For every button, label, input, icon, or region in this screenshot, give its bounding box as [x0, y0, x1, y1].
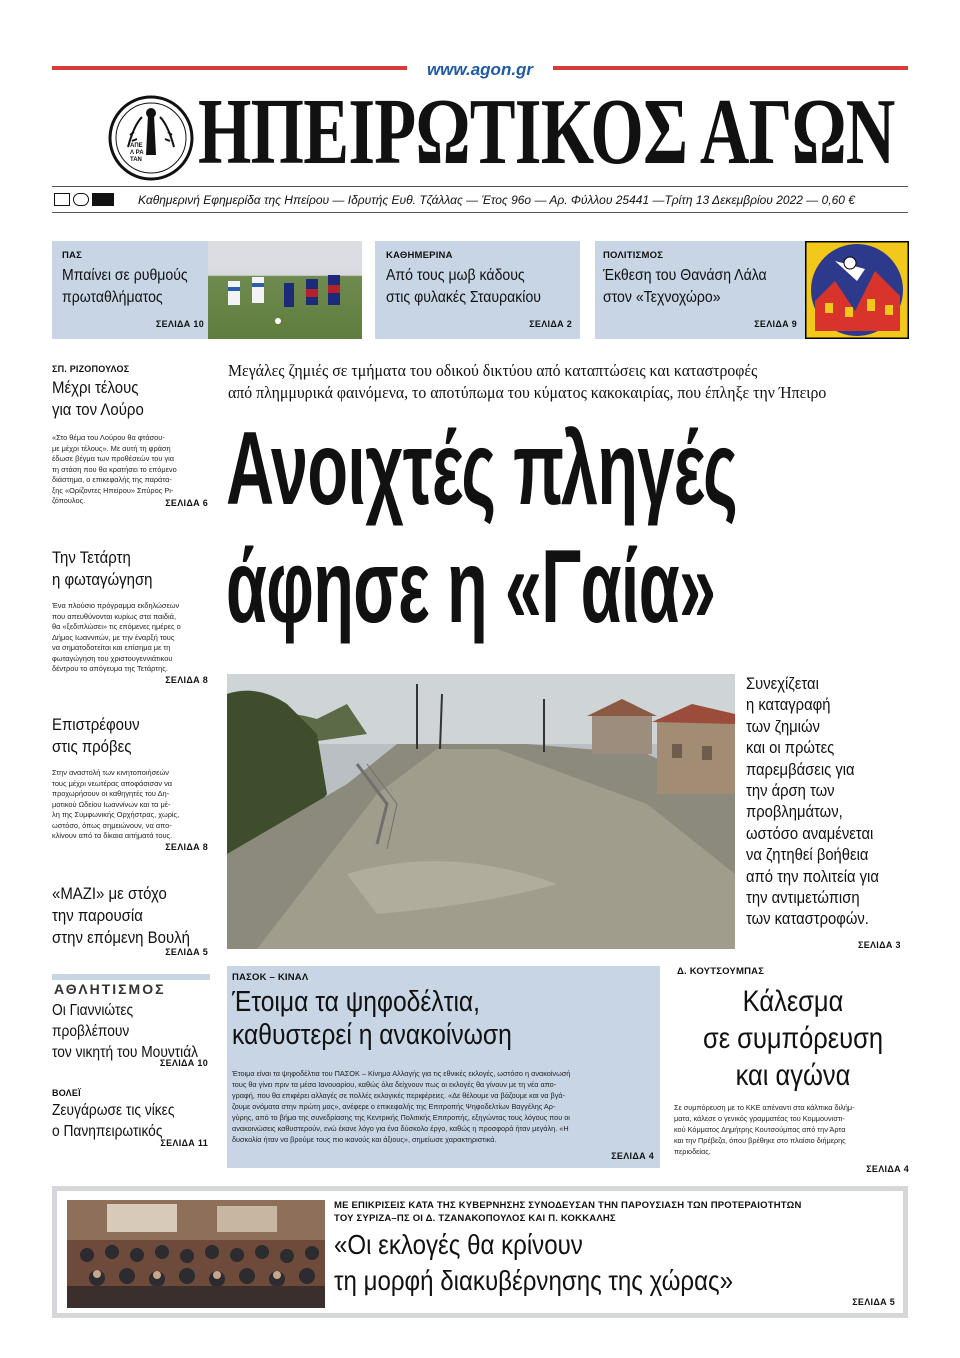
bottom-story[interactable]	[52, 1186, 908, 1318]
football-photo	[208, 241, 362, 339]
story-page: ΣΕΛΙΔΑ 4	[866, 1164, 909, 1174]
teaser-pas[interactable]	[52, 241, 208, 339]
teaser-page: ΣΕΛΙΔΑ 9	[754, 319, 797, 329]
lead-page: ΣΕΛΙΔΑ 3	[858, 940, 901, 950]
story-kicker: ΠΑΣΟΚ – ΚΙΝΑΛ	[232, 972, 309, 983]
story-title: «ΜΑΖΙ» με στόχο την παρουσία στην επόμενη Βουλή	[52, 884, 190, 947]
teaser-kicker: ΠΟΛΙΤΙΣΜΟΣ	[603, 250, 664, 261]
story-kicker: Δ. ΚΟΥΤΣΟΥΜΠΑΣ	[677, 966, 765, 977]
top-rule-left	[52, 66, 407, 70]
story-kicker: ΜΕ ΕΠΙΚΡΙΣΕΙΣ ΚΑΤΑ ΤΗΣ ΚΥΒΕΡΝΗΣΗΣ ΣΥΝΟΔΕΥΣΑΝ ΤΗΝ ΠΑΡΟΥΣΙΑΣΗ ΤΩΝ ΠΡΟΤΕΡΑΙΟΤΗΤΩΝ ΤΟΥ ΣΥΡΙΖΑ–ΠΣ ΟΙ Δ. ΤΖΑΝΑΚΟΠΟΥΛΟΣ ΚΑΙ Π. ΚΟΚΚΑΛΗΣ	[334, 1200, 802, 1224]
pasok-story[interactable]	[227, 966, 660, 1168]
site-url[interactable]: www.agon.gr	[426, 60, 534, 79]
story-body: Σε συμπόρευση με το ΚΚΕ απέναντι στα κάλπικα διλήμ- ματα, κάλεσε ο γενικός γραμματέας του Κομμουνιστι- κού Κόμματος Δημήτρης Κουτσούμπας από την Άρτα και την Πρέβεζα, όπου βρέθηκε στο πλαίσιο διήμερης περιοδείας.	[674, 1103, 855, 1156]
dateline: Καθημερινή Εφημερίδα της Ηπείρου — Ιδρυτής Ευθ. Τζάλλας — Έτος 96ο — Αρ. Φύλλου 25441 —Τρίτη 13 Δεκεμβρίου 2022 — 0,60 €	[138, 193, 855, 207]
kke-story[interactable]	[674, 966, 909, 1176]
left-story-4[interactable]	[52, 883, 208, 957]
dateline-rule-top	[52, 186, 908, 187]
story-page: ΣΕΛΙΔΑ 8	[165, 841, 208, 852]
story-title: Ζευγάρωσε τις νίκες ο Πανηπειρωτικός	[52, 1102, 175, 1140]
lead-headline[interactable]: Ανοιχτές πληγές άφησε η «Γαία»	[226, 411, 738, 645]
teaser-page: ΣΕΛΙΔΑ 10	[155, 319, 204, 329]
story-page: ΣΕΛΙΔΑ 4	[611, 1151, 654, 1161]
teaser-title: Έκθεση του Θανάση Λάλα στον «Τεχνοχώρο»	[603, 267, 767, 306]
teaser-kicker: ΠΑΣ	[62, 250, 83, 261]
story-body: Έτοιμα είναι τα ψηφοδέλτια του ΠΑΣΟΚ – Κίνημα Αλλαγής για τις εθνικές εκλογές, ωστόσο η ανακοίνωσή τους θα γίνει πριν τα μέσα Ιανουαρίου, καθώς όλα δείχνουν πως οι εκλογές θα γίνουν με τη νέα απο- γραφή, που θα επιφέρει αλλαγές σε πολλές εκλογικές περιφέρειες. «Δε θέλουμε να βάζουμε και να βγά- ζουμε ονόματα στην πρώτη μας», ανέφερε ο επικεφαλής της Επιτροπής Ψηφοδελτίων Βαγγέλης Αρ- γύρης, από το βήμα της συνεδρίασης της Κεντρικής Πολιτικής Επιτροπής, εξηγώντας τους λόγους που οι ανακοινώσεις καθυστερούν, ενώ έκανε λόγο για ένα δύσκολο έργο, καθώς η προσφορά ήταν μεγάλη. «Η δυσκολία ήταν να βρούμε τους πιο ικανούς και άξιους», σημείωσε χαρακτηριστικά.	[232, 1069, 571, 1144]
artwork-photo	[805, 241, 909, 339]
seal-text: ΑΠΕΛ ΡΑΤΑΝ	[130, 143, 144, 163]
teaser-politismos[interactable]	[595, 241, 805, 339]
left-story-3[interactable]	[52, 714, 208, 852]
teaser-kathimerina[interactable]	[375, 241, 580, 339]
story-page: ΣΕΛΙΔΑ 8	[165, 674, 208, 685]
event-photo	[67, 1200, 325, 1308]
story-page: ΣΕΛΙΔΑ 5	[852, 1297, 895, 1307]
story-title: Επιστρέφουν στις πρόβες	[52, 715, 140, 756]
story-body: Στην αναστολή των κινητοποιήσεών τους μέχρι νεωτέρας αποφάσισαν να προχωρήσουν οι καθηγητές του Δη- μοτικού Ωδείου Ιωαννίνων και τα μέ- λη της Συμφωνικής Ορχήστρας, χωρίς, ωστόσο, όπως σημειώνουν, να απο- κλίνουν από τα δίκαια αιτήματά τους.	[52, 768, 180, 840]
teaser-title: Από τους μωβ κάδους στις φυλακές Σταυρακίου	[386, 267, 541, 306]
lead-subhead: Μεγάλες ζημιές σε τμήματα του οδικού δικτύου από καταπτώσεις και καταστροφές από πλημμυρικά φαινόμενα, το αποτύπωμα του κύματος κακοκαιρίας, που έπληξε την Ήπειρο	[228, 361, 827, 402]
story-title: Την Τετάρτη η φωταγώγηση	[52, 548, 153, 589]
story-title: Μέχρι τέλους για τον Λούρο	[52, 378, 144, 419]
seal-logo	[108, 95, 194, 181]
story-page: ΣΕΛΙΔΑ 11	[160, 1138, 208, 1148]
story-body: Ένα πλούσιο πρόγραμμα εκδηλώσεων που απευθύνονται κυρίως στα παιδιά, θα «ξεδιπλώσει» τις επόμενες ημέρες ο Δήμος Ιωαννιτών, με την έναρξή τους να σηματοδοτείται και επίσημα με τη φωταγώγηση του χριστουγεννιάτικου δέντρου το απόγευμα της Τετάρτης.	[52, 601, 181, 673]
story-page: ΣΕΛΙΔΑ 5	[165, 947, 208, 957]
story-title: Κάλεσμα σε συμπόρευση και αγώνα	[702, 985, 884, 1092]
teaser-kicker: ΚΑΘΗΜΕΡΙΝΑ	[386, 250, 453, 261]
story-page: ΣΕΛΙΔΑ 10	[159, 1058, 208, 1068]
story-body: «Στο θέμα του Λούρου θα φτάσου- με μέχρι τέλους». Με αυτή τη φράση έδωσε βέγμα των προθέσεών του για τη στάση που θα κρατήσει το επόμενο διάστημα, ο επικεφαλής της παράτα- ξης «Ορίζοντες Ηπείρου» Σπύρος Ρι- ζόπουλος.	[52, 433, 177, 505]
story-quote: «Οι εκλογές θα κρίνουν τη μορφή διακυβέρνησης της χώρας»	[334, 1229, 734, 1296]
sports-story-1[interactable]	[52, 1000, 208, 1068]
sports-section: ΑΘΛΗΤΙΣΜΟΣ	[54, 981, 166, 997]
teaser-page: ΣΕΛΙΔΑ 2	[529, 319, 572, 329]
lead-body: Συνεχίζεται η καταγραφή των ζημιών και οι πρώτες παρεμβάσεις για την άρση των προβλημάτων, ωστόσο αναμένεται να ζητηθεί βοήθεια από την πολιτεία για την αντιμετώπιση των καταστροφών.	[746, 674, 879, 929]
flood-photo	[227, 674, 735, 949]
masthead-title: ΗΠΕΙΡΩΤΙΚΟΣ ΑΓΩΝ	[198, 80, 895, 184]
left-story-2[interactable]	[52, 547, 208, 685]
top-rule-right	[553, 66, 908, 70]
story-title: Έτοιμα τα ψηφοδέλτια, καθυστερεί η ανακοίνωση	[232, 986, 512, 1051]
story-kicker: ΣΠ. ΡΙΖΟΠΟΥΛΟΣ	[52, 364, 130, 374]
teaser-title: Μπαίνει σε ρυθμούς πρωταθλήματος	[62, 267, 188, 306]
left-story-1[interactable]	[52, 364, 208, 508]
dateline-rule-bottom	[52, 212, 908, 213]
sports-story-2[interactable]	[52, 1088, 208, 1148]
dateline-icons	[54, 193, 116, 207]
story-title: Οι Γιαννιώτες προβλέπουν τον νικητή του Μουντιάλ	[52, 1002, 199, 1061]
sports-box	[52, 974, 210, 980]
story-kicker: ΒΟΛΕΪ	[52, 1088, 81, 1098]
story-page: ΣΕΛΙΔΑ 6	[165, 497, 208, 508]
